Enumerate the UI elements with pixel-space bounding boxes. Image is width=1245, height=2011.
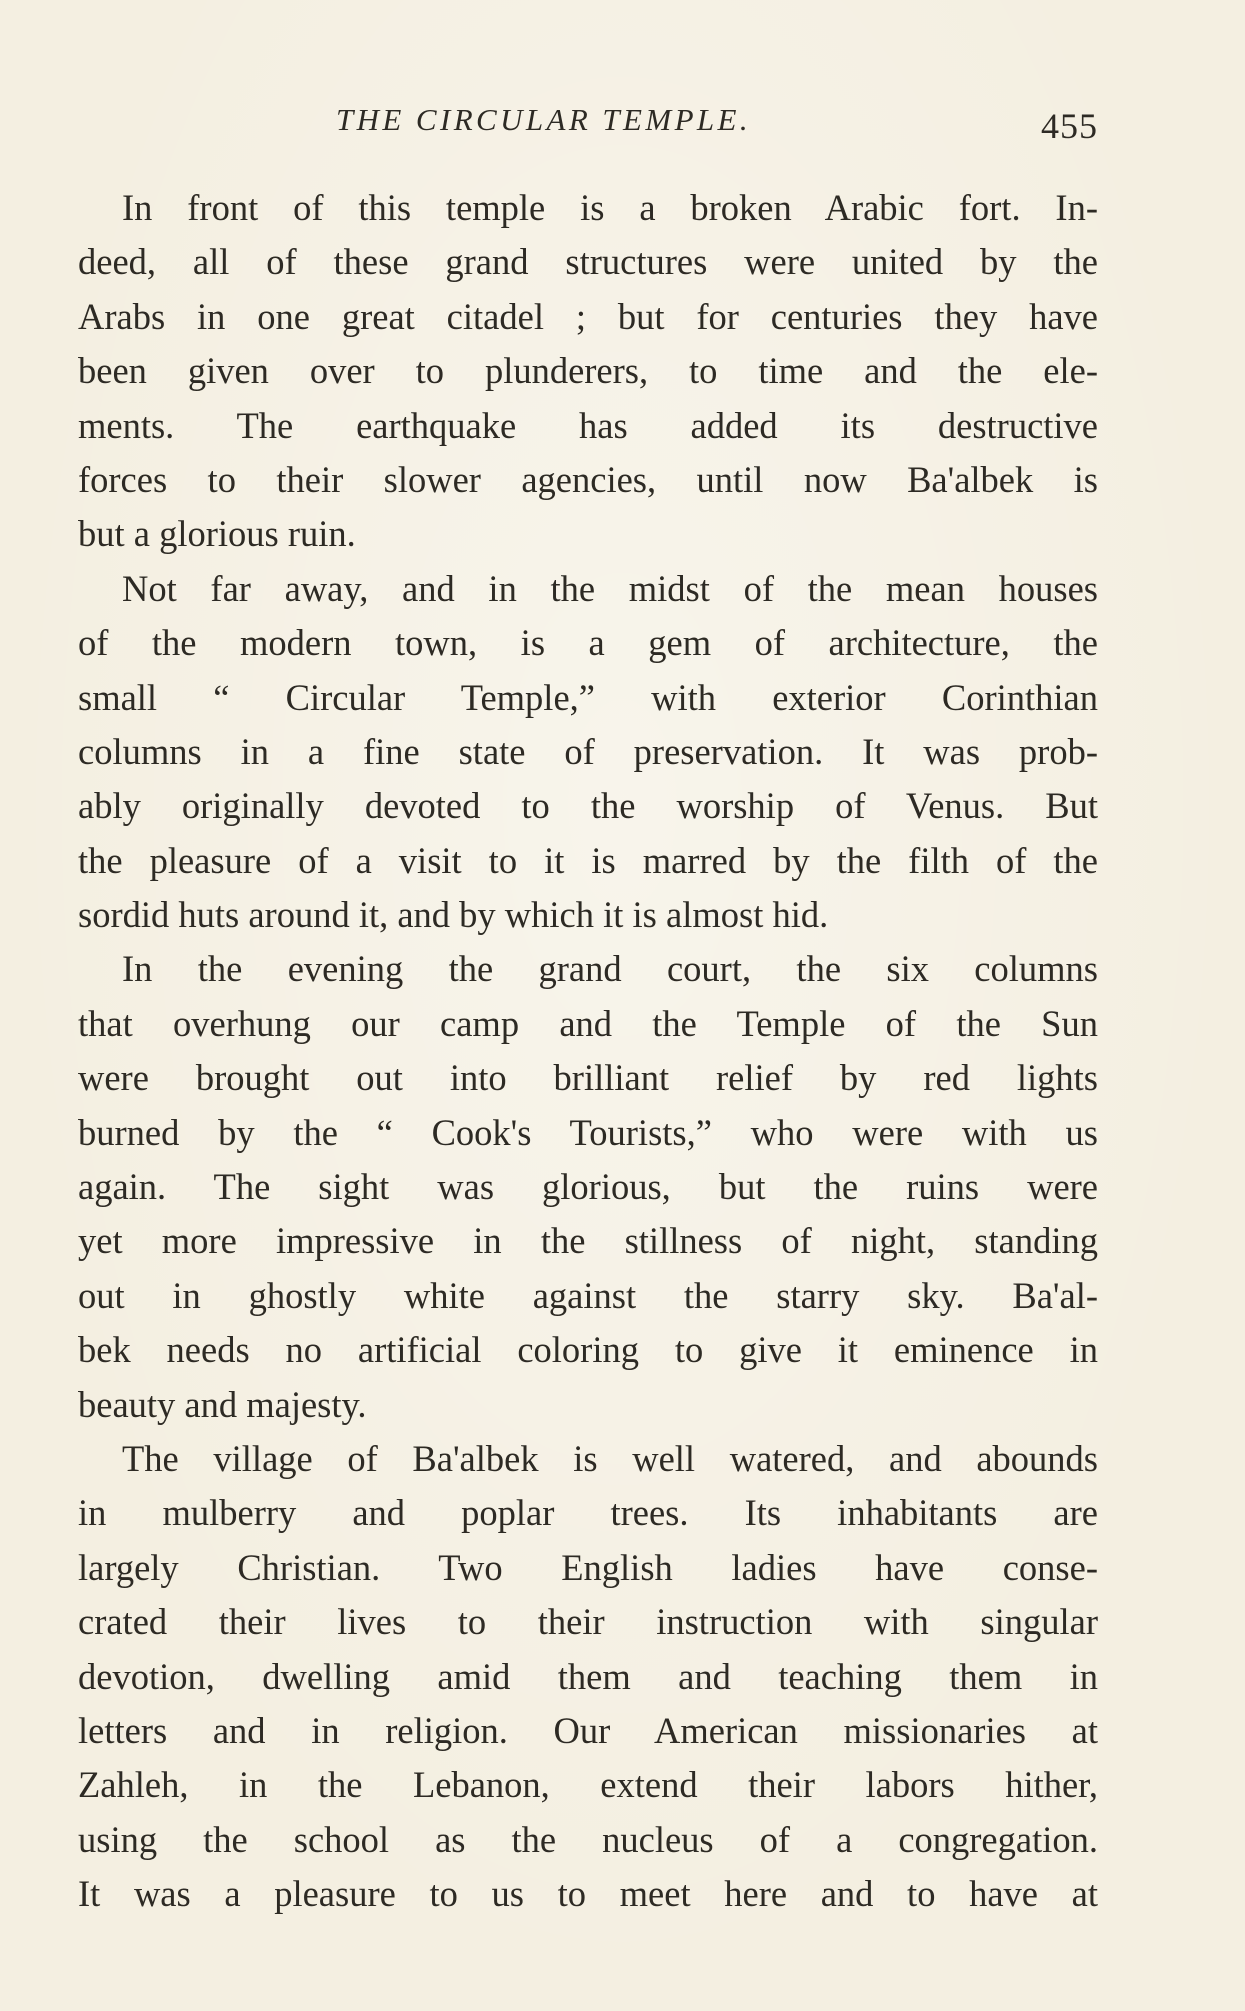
running-head xyxy=(78,102,1098,152)
text-line: forces to their slower agencies, until now Ba'albek is xyxy=(78,458,1098,500)
text-line: The village of Ba'albek is well watered, and abounds xyxy=(122,1437,1098,1479)
text-line: the pleasure of a visit to it is marred by the filth of the xyxy=(78,839,1098,881)
page-number: 455 xyxy=(1041,106,1098,146)
text-line: bek needs no artificial coloring to give it eminence in xyxy=(78,1329,1098,1371)
text-line: out in ghostly white against the starry sky. Ba'al- xyxy=(78,1274,1098,1316)
running-title: THE CIRCULAR TEMPLE. xyxy=(336,102,752,137)
text-line: in mulberry and poplar trees. Its inhabitants are xyxy=(78,1492,1098,1534)
text-line: devotion, dwelling amid them and teaching them in xyxy=(78,1655,1098,1697)
text-line: using the school as the nucleus of a congregation. xyxy=(78,1818,1098,1860)
text-line: were brought out into brilliant relief by red lights xyxy=(78,1057,1098,1099)
text-line: In front of this temple is a broken Arabic fort. In- xyxy=(122,187,1098,228)
text-line: but a glorious ruin. xyxy=(78,513,356,555)
text-line: yet more impressive in the stillness of night, standing xyxy=(78,1220,1098,1262)
text-line: that overhung our camp and the Temple of the Sun xyxy=(78,1002,1098,1044)
text-line: It was a pleasure to us to meet here and to have at xyxy=(78,1873,1098,1915)
text-line: In the evening the grand court, the six columns xyxy=(122,948,1098,990)
text-line: Not far away, and in the midst of the mean houses xyxy=(122,567,1098,609)
text-line: letters and in religion. Our American missionaries at xyxy=(78,1709,1098,1751)
text-line: Arabs in one great citadel ; but for centuries they have xyxy=(78,295,1098,337)
text-line: Zahleh, in the Lebanon, extend their labors hither, xyxy=(78,1764,1098,1806)
text-line: again. The sight was glorious, but the ruins were xyxy=(78,1166,1098,1208)
text-line: deed, all of these grand structures were united by the xyxy=(78,241,1098,283)
text-line: burned by the “ Cook's Tourists,” who were with us xyxy=(78,1111,1098,1153)
text-line: crated their lives to their instruction with singular xyxy=(78,1601,1098,1643)
text-line: of the modern town, is a gem of architecture, the xyxy=(78,622,1098,664)
text-line: columns in a fine state of preservation. It was prob- xyxy=(78,730,1098,772)
text-line: ments. The earthquake has added its destructive xyxy=(78,404,1098,446)
text-line: sordid huts around it, and by which it is almost hid. xyxy=(78,894,829,936)
body-text xyxy=(78,181,1098,1922)
text-line: ably originally devoted to the worship of Venus. But xyxy=(78,785,1098,827)
text-line: been given over to plunderers, to time and the ele- xyxy=(78,350,1098,392)
text-line: small “ Circular Temple,” with exterior Corinthian xyxy=(78,676,1098,718)
text-line: beauty and majesty. xyxy=(78,1383,367,1425)
text-line: largely Christian. Two English ladies have conse- xyxy=(78,1546,1098,1588)
